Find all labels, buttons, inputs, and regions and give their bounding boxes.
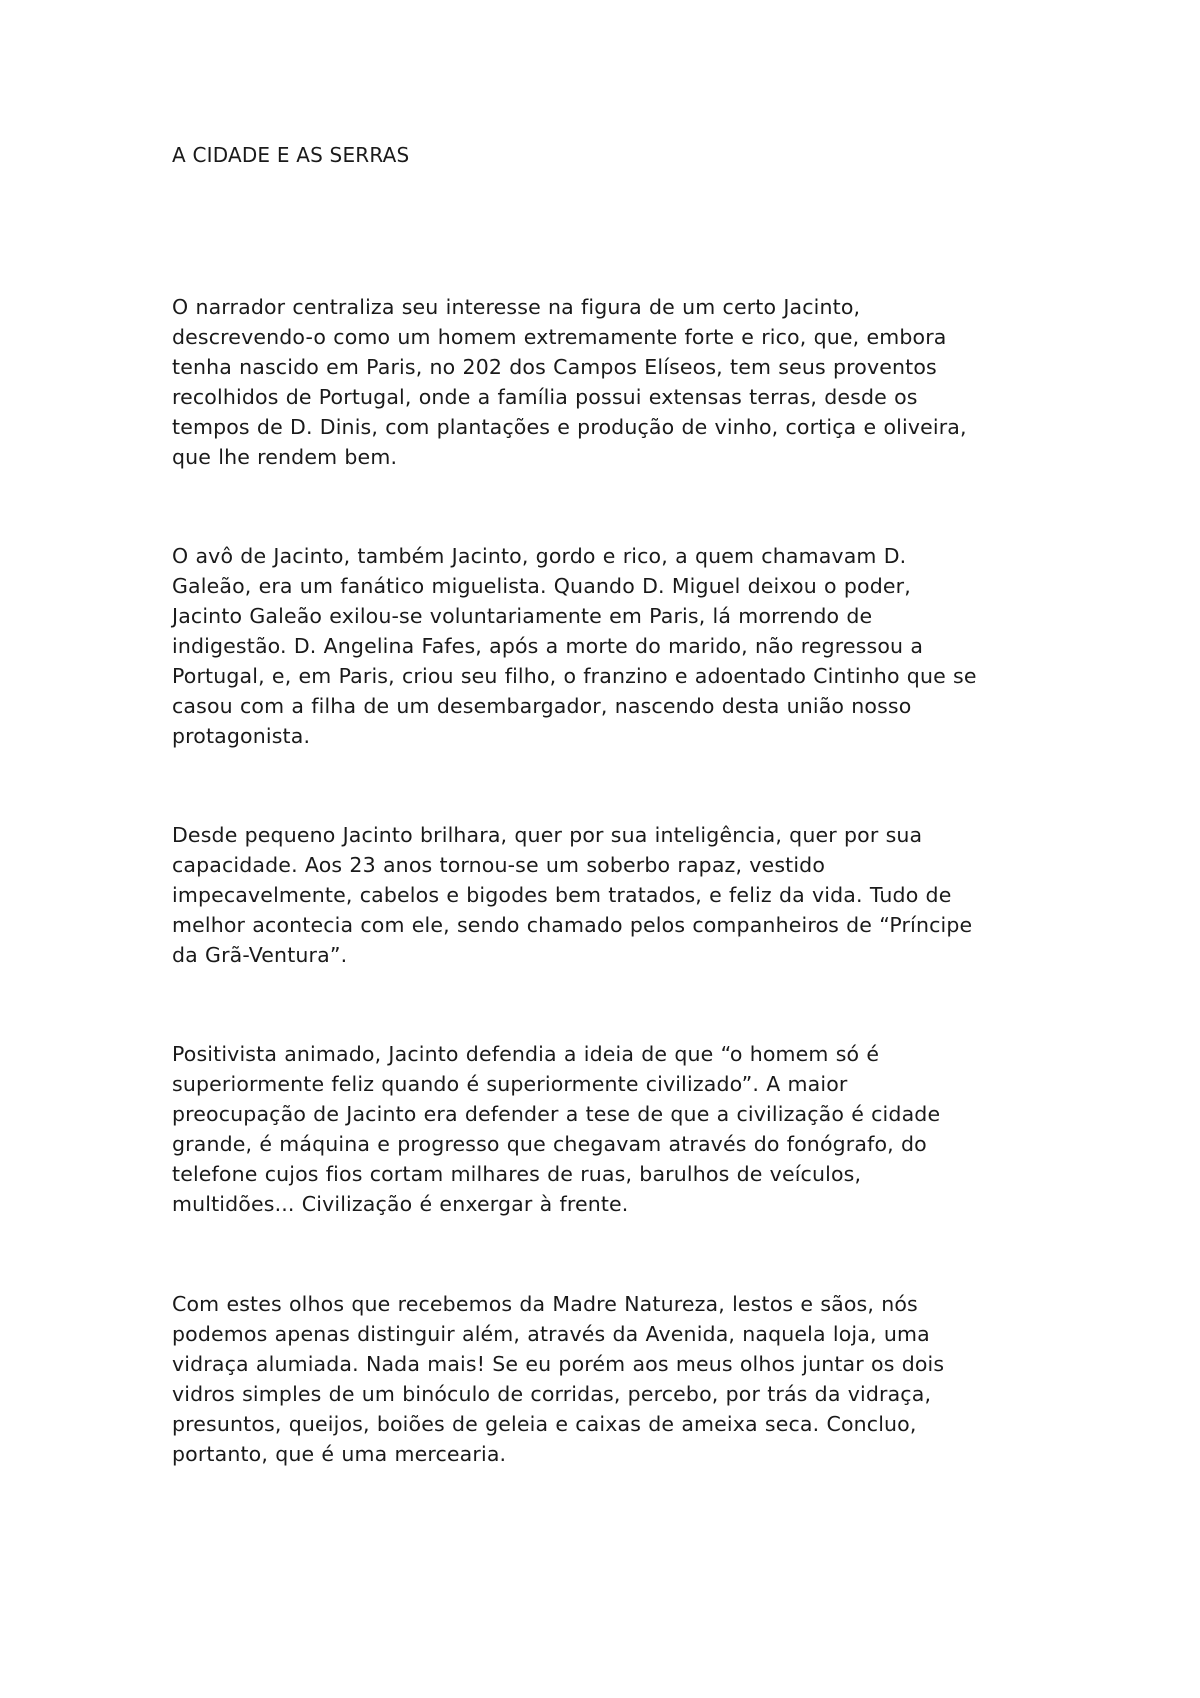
paragraph-line: da Grã-Ventura”. [172,943,348,967]
paragraph-line: superiormente feliz quando é superiormente civilizado”. A maior [172,1072,848,1096]
paragraph-line: Galeão, era um fanático miguelista. Quando D. Miguel deixou o poder, [172,574,911,598]
paragraph-line: indigestão. D. Angelina Fafes, após a morte do marido, não regressou a [172,634,924,658]
paragraph-line: impecavelmente, cabelos e bigodes bem tratados, e feliz da vida. Tudo de [172,883,952,907]
paragraph-line: grande, é máquina e progresso que chegavam através do fonógrafo, do [172,1132,927,1156]
paragraph-line: presuntos, queijos, boiões de geleia e caixas de ameixa seca. Concluo, [172,1412,917,1436]
paragraph-line: capacidade. Aos 23 anos tornou-se um soberbo rapaz, vestido [172,853,826,877]
paragraph-3 [172,820,1052,970]
paragraph-line: portanto, que é uma mercearia. [172,1442,507,1466]
paragraph-line: O avô de Jacinto, também Jacinto, gordo e rico, a quem chamavam D. [172,544,907,568]
paragraph-line: preocupação de Jacinto era defender a tese de que a civilização é cidade [172,1102,941,1126]
paragraph-line: tenha nascido em Paris, no 202 dos Campos Elíseos, tem seus proventos [172,355,937,379]
paragraph-line: recolhidos de Portugal, onde a família possui extensas terras, desde os [172,385,918,409]
paragraph-line: vidros simples de um binóculo de corridas, percebo, por trás da vidraça, [172,1382,932,1406]
paragraph-line: que lhe rendem bem. [172,445,398,469]
paragraph-line: telefone cujos fios cortam milhares de ruas, barulhos de veículos, [172,1162,862,1186]
paragraph-line: vidraça alumiada. Nada mais! Se eu porém aos meus olhos juntar os dois [172,1352,945,1376]
paragraph-line: Positivista animado, Jacinto defendia a ideia de que “o homem só é [172,1042,880,1066]
paragraph-line: casou com a filha de um desembargador, nascendo desta união nosso [172,694,912,718]
paragraph-line: O narrador centraliza seu interesse na figura de um certo Jacinto, [172,295,861,319]
paragraph-line: Com estes olhos que recebemos da Madre Natureza, lestos e sãos, nós [172,1292,918,1316]
paragraph-line: Desde pequeno Jacinto brilhara, quer por sua inteligência, quer por sua [172,823,923,847]
paragraph-line: descrevendo-o como um homem extremamente forte e rico, que, embora [172,325,947,349]
paragraph-1 [172,292,1052,472]
paragraph-line: Portugal, e, em Paris, criou seu filho, o franzino e adoentado Cintinho que se [172,664,977,688]
paragraph-line: podemos apenas distinguir além, através da Avenida, naquela loja, uma [172,1322,930,1346]
paragraph-line: multidões... Civilização é enxergar à frente. [172,1192,629,1216]
paragraph-line: tempos de D. Dinis, com plantações e produção de vinho, cortiça e oliveira, [172,415,967,439]
paragraph-line: Jacinto Galeão exilou-se voluntariamente em Paris, lá morrendo de [172,604,873,628]
paragraph-line: melhor acontecia com ele, sendo chamado pelos companheiros de “Príncipe [172,913,973,937]
paragraph-line: protagonista. [172,724,311,748]
document-title: A CIDADE E AS SERRAS [172,143,410,167]
paragraph-5 [172,1289,1052,1469]
paragraph-4 [172,1039,1052,1219]
paragraph-2 [172,541,1052,751]
